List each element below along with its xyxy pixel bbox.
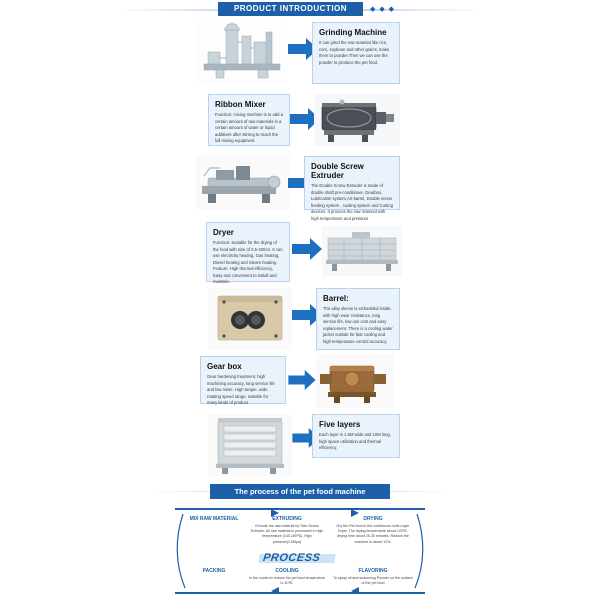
process-step-title: FLAVORING [358, 568, 388, 574]
grinding-machine-title: Grinding Machine [319, 28, 387, 37]
process-step-extruding [249, 516, 325, 545]
process-step-title: COOLING [275, 568, 299, 574]
process-step-desc: To spray oil and seasoning Powder on the surface of the pet food [333, 575, 413, 585]
process-step-desc: Extrude the raw material by Twin-Screw Extruder, All raw material is processed in high temperature (140-160℃), High pressure(3.6Mpa) [250, 523, 324, 544]
five-layers-body: Each layer is 1.5M wide and 10M long, high space utilization and thermal efficiency. [319, 432, 391, 451]
double-screw-extruder-photo [196, 156, 290, 210]
gear-box-arrow-icon [288, 370, 316, 390]
gear-box-title: Gear box [207, 362, 242, 371]
header-dots-icon: ◆ ◆ ◆ [370, 6, 396, 13]
grinding-machine-body: It can grind the raw material like rice, corn, soybean and other grains, make them to powder.Then we can use the powder to produce the pet food. [319, 40, 390, 65]
process-bottom-bar [175, 592, 425, 594]
barrel-photo [208, 288, 292, 350]
barrel-card [316, 288, 400, 350]
dryer-title: Dryer [213, 228, 234, 237]
process-word-text: PROCESS [262, 552, 322, 564]
process-step-mix-raw-material [183, 516, 245, 524]
double-screw-extruder-card [304, 156, 400, 221]
double-screw-extruder-title: Double Screw Extruder [311, 162, 364, 181]
five-layers-card [312, 414, 400, 458]
process-step-title: MIX RAW MATERIAL [189, 516, 239, 522]
process-section-title: The process of the pet food machine [210, 484, 390, 499]
dryer-body: Function: Suitable for the drying of the food with size of 0.5-40mm. It can use electricity heating, Gas heating, Diesel heating and Steam heating. Feature: High thermal efficiency, Easy and convenient to install and maintain. [213, 240, 283, 285]
process-step-title: EXTRUDING [272, 516, 302, 522]
grinding-machine-card [312, 22, 400, 84]
page-title: PRODUCT INTRODUCTION [218, 2, 363, 16]
process-step-desc: In the cooler,to reduce the pet food temperature to 40℃. [249, 575, 325, 585]
gear-box-photo [316, 354, 394, 408]
grinding-machine-photo [196, 22, 288, 84]
process-step-title: DRYING [363, 516, 383, 522]
dryer-card [206, 222, 290, 285]
page-header-banner [0, 2, 600, 18]
process-step-cooling [249, 568, 325, 586]
barrel-title: Barrel: [323, 294, 349, 303]
process-step-drying [333, 516, 413, 545]
gear-box-body: Gear hardening treatment, high machining accuracy, long service life and low noise. High torque, wide rotating speed range, suitable for many kinds of product. [207, 374, 275, 406]
ribbon-mixer-title: Ribbon Mixer [215, 100, 266, 109]
five-layers-title: Five layers [319, 420, 361, 429]
process-step-desc: Dry the Pet food in the continuous multi-Layer Dryer, The drying temperature about 120℃, drying time about 25-30 minutes. Reduce the moisture to about 12%. [336, 523, 410, 544]
ribbon-mixer-photo [314, 94, 400, 146]
process-step-flavoring [333, 568, 413, 586]
process-step-title: PACKING [202, 568, 226, 574]
dryer-arrow-icon [292, 238, 322, 260]
ribbon-mixer-card [208, 94, 290, 146]
process-top-bar [175, 508, 425, 510]
process-word [262, 552, 321, 564]
dryer-photo [322, 226, 402, 276]
five-layers-photo [208, 414, 292, 476]
process-flow-diagram [175, 508, 425, 594]
process-step-packing [183, 568, 245, 576]
double-screw-extruder-body: The Double Screw Extruder is made of double shaft pre-conditioner, Gearbox, Lubrication system,Air-barrel, Double screw feeding system , cooling system and Cutting devices. It process the raw material with high temperature and pressure [311, 183, 393, 221]
barrel-body: The alloy sleeve is embedded inside, with high wear resistance, long service life, low use cost and easy replacement. There is a cooling water jacket outside for fast cooling and high temperature control accuracy. [323, 306, 393, 344]
ribbon-mixer-body: Function: mixing machine is to add a certain amount of raw materials in a certain amount of water or liquid additives after stirring to reach the full mixing equipment. [215, 112, 283, 144]
gear-box-card [200, 356, 286, 404]
